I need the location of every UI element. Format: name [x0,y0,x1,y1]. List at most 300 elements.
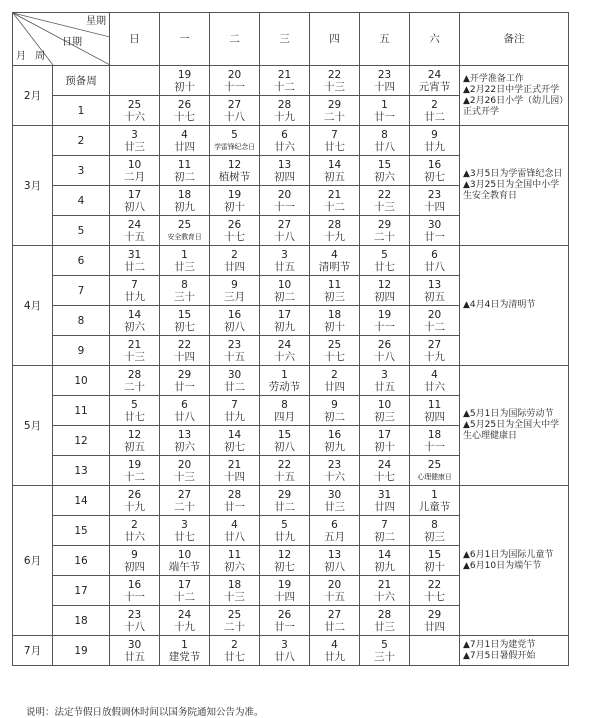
lunar-date: 四月 [274,410,295,423]
month-notes [460,486,569,636]
date-cell [210,456,260,486]
solar-date: 22 [277,458,292,471]
lunar-date: 廿四 [424,620,445,633]
solar-date: 27 [277,218,292,231]
lunar-date: 廿九 [324,650,345,663]
solar-date: 11 [177,158,192,171]
solar-date: 3 [281,638,288,651]
week-row [13,126,569,156]
solar-date: 6 [181,398,188,411]
month-label: 5月 [13,366,53,486]
solar-date: 15 [177,308,192,321]
date-cell [160,276,210,306]
lunar-date: 初七 [174,320,195,333]
solar-date: 3 [381,368,388,381]
date-cell [410,246,460,276]
date-cell [260,456,310,486]
solar-date: 17 [177,578,192,591]
solar-date: 1 [431,488,438,501]
week-number: 12 [53,426,110,456]
solar-date: 1 [381,98,388,111]
solar-date: 16 [227,308,242,321]
week-number: 17 [53,576,110,606]
date-cell [360,306,410,336]
lunar-date: 三月 [224,290,245,303]
date-cell [310,186,360,216]
solar-date: 26 [227,218,242,231]
lunar-date: 初三 [424,530,445,543]
solar-date: 1 [181,248,188,261]
lunar-date: 二月 [124,170,145,183]
date-cell [310,396,360,426]
month-notes [460,636,569,666]
note-item: ▲开学准备工作 [463,73,524,84]
solar-date: 3 [131,128,138,141]
solar-date: 7 [131,278,138,291]
solar-date: 19 [127,458,142,471]
date-cell [410,636,460,666]
solar-date: 14 [227,428,242,441]
lunar-date: 初七 [274,560,295,573]
date-cell [110,276,160,306]
date-cell [210,516,260,546]
week-number: 5 [53,216,110,246]
lunar-date: 劳动节 [268,380,301,393]
date-cell [160,516,210,546]
date-cell [110,336,160,366]
solar-date: 27 [227,98,242,111]
date-cell [160,486,210,516]
date-cell [210,66,260,96]
note-item: ▲5月1日为国际劳动节 [463,409,554,419]
lunar-date: 初十 [324,320,345,333]
date-cell [410,546,460,576]
solar-date: 25 [177,218,192,231]
week-row [13,366,569,396]
solar-date: 7 [331,128,338,141]
lunar-date: 学雷锋纪念日 [214,142,255,151]
lunar-date: 十一 [124,590,145,603]
lunar-date: 廿八 [374,140,395,153]
lunar-date: 十三 [124,350,145,363]
date-cell [210,186,260,216]
lunar-date: 十九 [424,350,445,363]
date-cell [260,336,310,366]
solar-date: 24 [377,458,392,471]
date-cell [360,336,410,366]
lunar-date: 二十 [224,620,245,633]
lunar-date: 十六 [274,350,295,363]
month-label: 6月 [13,486,53,636]
solar-date: 10 [377,398,392,411]
solar-date: 6 [431,248,438,261]
solar-date: 28 [127,368,142,381]
date-cell [310,426,360,456]
lunar-date: 廿一 [224,500,245,513]
week-number: 8 [53,306,110,336]
lunar-date: 廿四 [324,380,345,393]
solar-date: 28 [227,488,242,501]
lunar-date: 廿四 [174,140,195,153]
solar-date: 14 [327,158,342,171]
lunar-date: 初三 [374,410,395,423]
solar-date: 15 [427,548,442,561]
lunar-date: 廿七 [124,410,145,423]
solar-date: 13 [427,278,442,291]
solar-date: 28 [327,218,342,231]
lunar-date: 初九 [374,560,395,573]
date-cell [210,396,260,426]
corner-date-label: 日期 [62,37,82,48]
week-row [13,66,569,96]
lunar-date: 三十 [374,650,395,663]
date-cell [260,246,310,276]
solar-date: 30 [127,638,142,651]
date-cell [310,576,360,606]
date-cell [110,396,160,426]
lunar-date: 十四 [374,80,395,93]
lunar-date: 十三 [324,80,345,93]
solar-date: 9 [331,398,338,411]
solar-date: 11 [227,548,242,561]
note-item: ▲6月10日为端午节 [463,560,542,571]
solar-date: 18 [327,308,342,321]
date-cell [110,246,160,276]
lunar-date: 儿童节 [418,500,451,513]
solar-date: 6 [281,128,288,141]
date-cell [410,96,460,126]
lunar-date: 廿三 [124,140,145,153]
lunar-date: 二十 [324,110,345,123]
date-cell [360,246,410,276]
date-cell [310,516,360,546]
lunar-date: 建党节 [168,650,201,663]
lunar-date: 初九 [174,200,195,213]
weekday-header: 四 [310,13,360,66]
solar-date: 21 [377,578,392,591]
month-notes [460,366,569,486]
week-number: 1 [53,96,110,126]
date-cell [360,486,410,516]
date-cell [160,636,210,666]
lunar-date: 廿七 [324,140,345,153]
date-cell [160,396,210,426]
week-row [13,636,569,666]
date-cell [410,576,460,606]
date-cell [260,366,310,396]
date-cell [210,276,260,306]
solar-date: 3 [281,248,288,261]
date-cell [360,546,410,576]
lunar-date: 廿八 [424,260,445,273]
lunar-date: 廿六 [274,140,295,153]
lunar-date: 初七 [424,170,445,183]
date-cell [310,306,360,336]
month-label: 3月 [13,126,53,246]
lunar-date: 十九 [324,230,345,243]
date-cell [210,576,260,606]
date-cell [410,66,460,96]
lunar-date: 廿三 [174,260,195,273]
week-number: 7 [53,276,110,306]
date-cell [310,96,360,126]
lunar-date: 五月 [324,530,345,543]
lunar-date: 初五 [424,290,445,303]
lunar-date: 十四 [274,590,295,603]
solar-date: 5 [381,638,388,651]
weekday-header: 一 [160,13,210,66]
solar-date: 17 [277,308,292,321]
date-cell [110,66,160,96]
header-row [13,13,569,66]
solar-date: 20 [277,188,292,201]
solar-date: 19 [177,68,192,81]
lunar-date: 十五 [224,350,245,363]
lunar-date: 廿九 [274,530,295,543]
date-cell [160,126,210,156]
date-cell [360,216,410,246]
solar-date: 23 [327,458,342,471]
date-cell [160,546,210,576]
date-cell [360,276,410,306]
solar-date: 23 [127,608,142,621]
solar-date: 23 [377,68,392,81]
date-cell [260,276,310,306]
lunar-date: 初二 [174,170,195,183]
solar-date: 25 [127,98,142,111]
lunar-date: 初十 [424,560,445,573]
date-cell [110,366,160,396]
lunar-date: 初三 [324,290,345,303]
lunar-date: 三十 [174,290,195,303]
date-cell [260,636,310,666]
solar-date: 15 [377,158,392,171]
solar-date: 30 [227,368,242,381]
month-label: 7月 [13,636,53,666]
lunar-date: 初九 [324,440,345,453]
lunar-date: 十八 [374,350,395,363]
corner-cell [13,13,110,66]
date-cell [160,576,210,606]
week-number: 3 [53,156,110,186]
solar-date: 28 [377,608,392,621]
lunar-date: 十七 [374,470,395,483]
date-cell [360,606,410,636]
week-row [13,486,569,516]
week-number: 4 [53,186,110,216]
solar-date: 10 [127,158,142,171]
date-cell [110,636,160,666]
date-cell [260,576,310,606]
lunar-date: 十三 [224,590,245,603]
solar-date: 20 [327,578,342,591]
solar-date: 8 [281,398,288,411]
date-cell [310,66,360,96]
date-cell [160,66,210,96]
date-cell [260,96,310,126]
lunar-date: 植树节 [218,170,251,183]
lunar-date: 廿二 [324,620,345,633]
lunar-date: 十二 [274,80,295,93]
lunar-date: 廿五 [374,380,395,393]
date-cell [110,546,160,576]
solar-date: 26 [177,98,192,111]
lunar-date: 廿五 [274,260,295,273]
date-cell [160,156,210,186]
solar-date: 5 [131,398,138,411]
date-cell [310,246,360,276]
solar-date: 21 [327,188,342,201]
date-cell [410,156,460,186]
date-cell [210,246,260,276]
calendar-table [12,12,569,666]
date-cell [160,336,210,366]
lunar-date: 廿一 [174,380,195,393]
lunar-date: 十一 [374,320,395,333]
date-cell [310,126,360,156]
date-cell [110,156,160,186]
lunar-date: 廿七 [374,260,395,273]
date-cell [260,546,310,576]
solar-date: 29 [327,98,342,111]
date-cell [210,96,260,126]
week-row [13,246,569,276]
solar-date: 30 [427,218,442,231]
date-cell [210,606,260,636]
lunar-date: 十二 [174,590,195,603]
date-cell [110,426,160,456]
date-cell [160,186,210,216]
lunar-date: 初二 [274,290,295,303]
date-cell [360,96,410,126]
date-cell [160,306,210,336]
lunar-date: 初八 [274,440,295,453]
lunar-date: 廿八 [174,410,195,423]
lunar-date: 十七 [424,590,445,603]
lunar-date: 廿二 [424,110,445,123]
month-label: 2月 [13,66,53,126]
lunar-date: 廿四 [224,260,245,273]
lunar-date: 初六 [124,320,145,333]
solar-date: 26 [377,338,392,351]
solar-date: 19 [377,308,392,321]
date-cell [210,156,260,186]
solar-date: 14 [377,548,392,561]
note-item: ▲2月26日小学（幼儿园）正式开学 [463,95,564,117]
week-number: 13 [53,456,110,486]
solar-date: 13 [327,548,342,561]
lunar-date: 初六 [224,560,245,573]
week-number: 16 [53,546,110,576]
solar-date: 18 [177,188,192,201]
week-number: 11 [53,396,110,426]
date-cell [310,456,360,486]
lunar-date: 廿三 [374,620,395,633]
date-cell [410,606,460,636]
date-cell [410,426,460,456]
solar-date: 14 [127,308,142,321]
solar-date: 8 [431,518,438,531]
lunar-date: 廿一 [424,230,445,243]
lunar-date: 初四 [374,290,395,303]
date-cell [310,336,360,366]
note-item: ▲3月5日为学雷锋纪念日 [463,169,563,179]
date-cell [360,426,410,456]
lunar-date: 十七 [224,230,245,243]
solar-date: 21 [277,68,292,81]
date-cell [310,606,360,636]
lunar-date: 十四 [424,200,445,213]
lunar-date: 廿二 [224,380,245,393]
date-cell [260,66,310,96]
date-cell [210,216,260,246]
lunar-date: 初四 [124,560,145,573]
solar-date: 2 [131,518,138,531]
week-number: 预备周 [53,66,110,96]
solar-date: 1 [181,638,188,651]
date-cell [360,396,410,426]
solar-date: 27 [177,488,192,501]
week-number: 14 [53,486,110,516]
lunar-date: 十六 [324,470,345,483]
date-cell [360,576,410,606]
solar-date: 18 [227,578,242,591]
solar-date: 24 [177,608,192,621]
lunar-date: 廿五 [124,650,145,663]
solar-date: 22 [427,578,442,591]
lunar-date: 端午节 [168,560,201,573]
solar-date: 13 [277,158,292,171]
date-cell [160,246,210,276]
solar-date: 9 [131,548,138,561]
lunar-date: 初八 [224,320,245,333]
date-cell [110,186,160,216]
solar-date: 16 [427,158,442,171]
solar-date: 12 [277,548,292,561]
date-cell [110,216,160,246]
week-number: 19 [53,636,110,666]
solar-date: 5 [281,518,288,531]
date-cell [260,396,310,426]
lunar-date: 廿一 [374,110,395,123]
solar-date: 1 [281,368,288,381]
solar-date: 19 [277,578,292,591]
lunar-date: 十八 [224,110,245,123]
note-item: ▲4月4日为清明节 [463,300,536,310]
solar-date: 20 [177,458,192,471]
month-label: 4月 [13,246,53,366]
date-cell [260,126,310,156]
solar-date: 20 [427,308,442,321]
date-cell [160,216,210,246]
lunar-date: 廿六 [424,380,445,393]
date-cell [260,186,310,216]
solar-date: 27 [327,608,342,621]
date-cell [160,96,210,126]
lunar-date: 初八 [324,560,345,573]
date-cell [360,126,410,156]
solar-date: 16 [127,578,142,591]
lunar-date: 十二 [124,470,145,483]
lunar-date: 初四 [424,410,445,423]
solar-date: 30 [327,488,342,501]
solar-date: 21 [227,458,242,471]
date-cell [210,486,260,516]
date-cell [310,156,360,186]
note-item: ▲2月22日中学正式开学 [463,84,560,95]
date-cell [410,276,460,306]
solar-date: 3 [181,518,188,531]
